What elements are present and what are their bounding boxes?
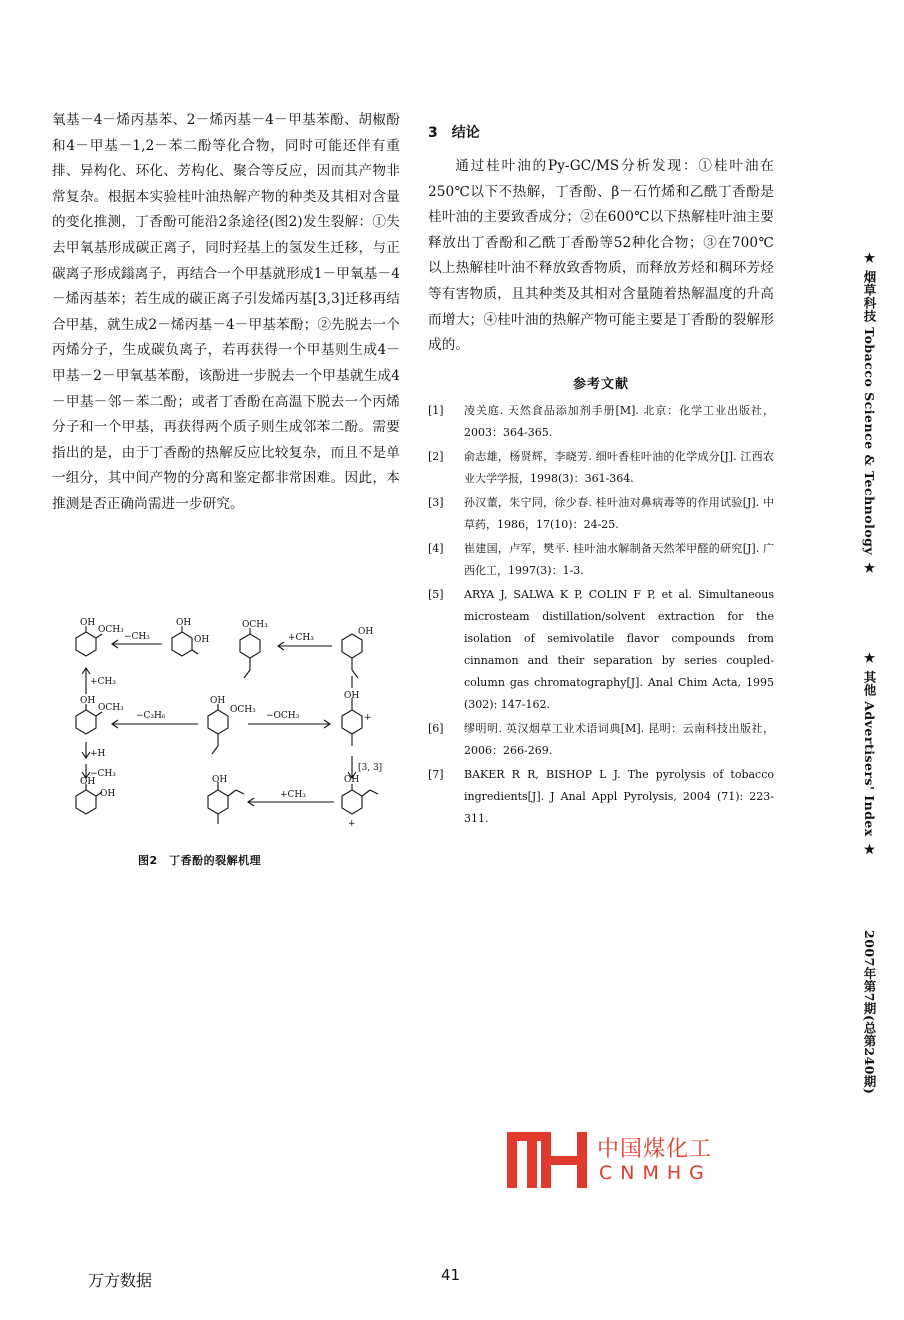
section-heading: 3 结论 [428, 125, 480, 141]
reference-number: [3] [428, 495, 444, 509]
journal-sidebar [848, 250, 888, 1130]
label-oh-3: OH [194, 635, 210, 645]
label-och3-4: OCH₃ [230, 705, 256, 715]
label-och3-2: OCH₃ [242, 620, 268, 630]
reference-number: [5] [428, 587, 444, 601]
reference-item [428, 538, 774, 582]
reference-text: 孙汉董，朱宁同，徐少春. 桂叶油对鼻病毒等的作用试验[J]. 中草药，1986，17(10)：24-25. [464, 495, 774, 531]
sidebar-section: ★ 其他 Advertisers' Index ★ [862, 650, 877, 858]
ring-cation-bottom-right [342, 790, 362, 814]
reference-text: 凌关庭. 天然食品添加剂手册[M]. 北京：化学工业出版社，2003：364-365. [464, 403, 774, 439]
reference-number: [7] [428, 767, 444, 781]
watermark-logo [507, 1132, 727, 1192]
sidebar-journal-title: ★ 烟草科技 Tobacco Science & Technology ★ [862, 250, 877, 576]
reference-item [428, 446, 774, 490]
reference-number: [4] [428, 541, 444, 555]
reference-item [428, 492, 774, 536]
reference-text: ARYA J, SALWA K P, COLIN F P, et al. Simultaneous microsteam distillation/solvent extraction for the isolation of semivolatile flavor compounds from cinnamon and their separation by series coupled-column gas chromatography[J]. Anal Chim Acta, 1995 (302): 147-162. [464, 587, 774, 711]
label-oh-9: OH [100, 789, 116, 799]
label-minus-c3h6: −C₃H₆ [136, 711, 166, 721]
mechanism-diagram [52, 618, 412, 838]
ring-eugenol-top-left [76, 632, 96, 656]
label-minus-ch3-1: −CH₃ [124, 632, 150, 642]
ring-allylphenol-top-right [342, 634, 362, 658]
conclusion-paragraph: 通过桂叶油的Py-GC/MS分析发现：①桂叶油在250℃以下不热解，丁香酚、β－石竹烯和乙酰丁香酚是桂叶油的主要致香成分；②在600℃以下热解桂叶油主要释放出丁香酚和乙酰丁香酚等52种化合物；③在700℃以上热解桂叶油不释放致香物质，而释放芳烃和稠环芳烃等有害物质，且其种类及其相对含量随着热解温度的升高而增大；④桂叶油的热解产物可能主要是丁香酚的裂解形成的。 [428, 158, 774, 354]
label-plus-ch3-1: +CH₃ [288, 633, 314, 643]
label-rearr: [3, 3] [358, 763, 383, 773]
label-oh-5: OH [80, 696, 96, 706]
reference-text: 俞志雄，杨贤辉，李晓芳. 细叶香桂叶油的化学成分[J]. 江西农业大学学报，1998(3)：361-364. [464, 449, 774, 485]
label-oh-10: OH [212, 775, 228, 785]
label-oh-11: OH [344, 775, 360, 785]
reference-number: [2] [428, 449, 444, 463]
ring-product-bottom [208, 790, 228, 814]
reference-item [428, 400, 774, 444]
page-number: 41 [441, 1266, 461, 1284]
reference-number: [1] [428, 403, 444, 417]
figure-caption: 图2 丁香酚的裂解机理 [138, 854, 262, 867]
label-oh-7: OH [344, 691, 360, 701]
ring-cresol-top [172, 632, 192, 656]
sidebar-issue: 2007年第7期(总第240期) [862, 930, 877, 1095]
footer-source: 万方数据 [88, 1271, 153, 1290]
watermark-mark-icon [507, 1132, 591, 1188]
right-column [428, 120, 774, 832]
label-och3-1: OCH₃ [98, 625, 124, 635]
reference-text: 崔建国，卢军，樊平. 桂叶油水解制备天然苯甲醛的研究[J]. 广西化工，1997(3)：1-3. [464, 541, 774, 577]
reference-item [428, 718, 774, 762]
label-och3-3: OCH₃ [98, 703, 124, 713]
label-oh-2: OH [176, 618, 192, 628]
reference-list [428, 400, 774, 830]
label-plus-ch3-2: +CH₃ [90, 677, 116, 687]
ring-guaiacol-mid [208, 710, 228, 734]
label-minus-ch3-2: −CH₃ [90, 769, 116, 779]
watermark-text-cn: 中国煤化工 [597, 1137, 713, 1162]
ring-methoxy-allyl [240, 634, 260, 658]
label-oh-6: OH [210, 696, 226, 706]
label-plus-h: +H [90, 749, 106, 759]
watermark-text-en: CNMHG [599, 1162, 712, 1184]
reference-item [428, 584, 774, 716]
ring-eugenol-mid-left [76, 710, 96, 734]
label-plus-2: + [348, 819, 356, 829]
reference-item [428, 764, 774, 830]
reference-text: 缪明明. 英汉烟草工业术语词典[M]. 昆明：云南科技出版社，2006：266-269. [464, 721, 774, 757]
reaction-mechanism-figure [52, 618, 412, 838]
label-plus-1: + [364, 713, 372, 723]
label-oh-8: OH [80, 777, 96, 787]
label-minus-och3: −OCH₃ [266, 711, 300, 721]
left-column [52, 108, 400, 518]
body-paragraph: 氧基－4－烯丙基苯、2－烯丙基－4－甲基苯酚、胡椒酚和4－甲基－1,2－苯二酚等化合物，同时可能还伴有重排、异构化、环化、芳构化、聚合等反应，因而其产物非常复杂。根据本实验桂叶油热解产物的种类及其相对含量的变化推测，丁香酚可能沿2条途径(图2)发生裂解：①失去甲氧基形成碳正离子，同时羟基上的氢发生迁移，与正碳离子形成鎓离子，再结合一个甲基就形成1－甲氧基－4－烯丙基苯；若生成的碳正离子引发烯丙基[3,3]迁移再结合甲基，就生成2－烯丙基－4－甲基苯酚；②先脱去一个丙烯分子，生成碳负离子，若再获得一个甲基则生成4－甲基－2－甲氧基苯酚，该酚进一步脱去一个甲基就生成4－甲基－邻－苯二酚；或者丁香酚在高温下脱去一个丙烯分子和一个甲基，再获得两个质子则生成邻苯二酚。需要指出的是，由于丁香酚的热解反应比较复杂，而且不是单一组分，其中间产物的分离和鉴定都非常困难。因此，本推测是否正确尚需进一步研究。 [52, 112, 400, 512]
references-title: 参考文献 [572, 376, 629, 392]
label-plus-ch3-3: +CH₃ [280, 790, 306, 800]
reference-text: BAKER R R, BISHOP L J. The pyrolysis of tobacco ingredients[J]. J Anal Appl Pyrolysis, 2004 (71): 223-311. [464, 767, 774, 825]
reference-number: [6] [428, 721, 444, 735]
label-oh-4: OH [358, 627, 374, 637]
ring-catechol [76, 790, 96, 814]
ring-cation-mid-right [342, 710, 362, 734]
label-oh-1: OH [80, 618, 96, 628]
